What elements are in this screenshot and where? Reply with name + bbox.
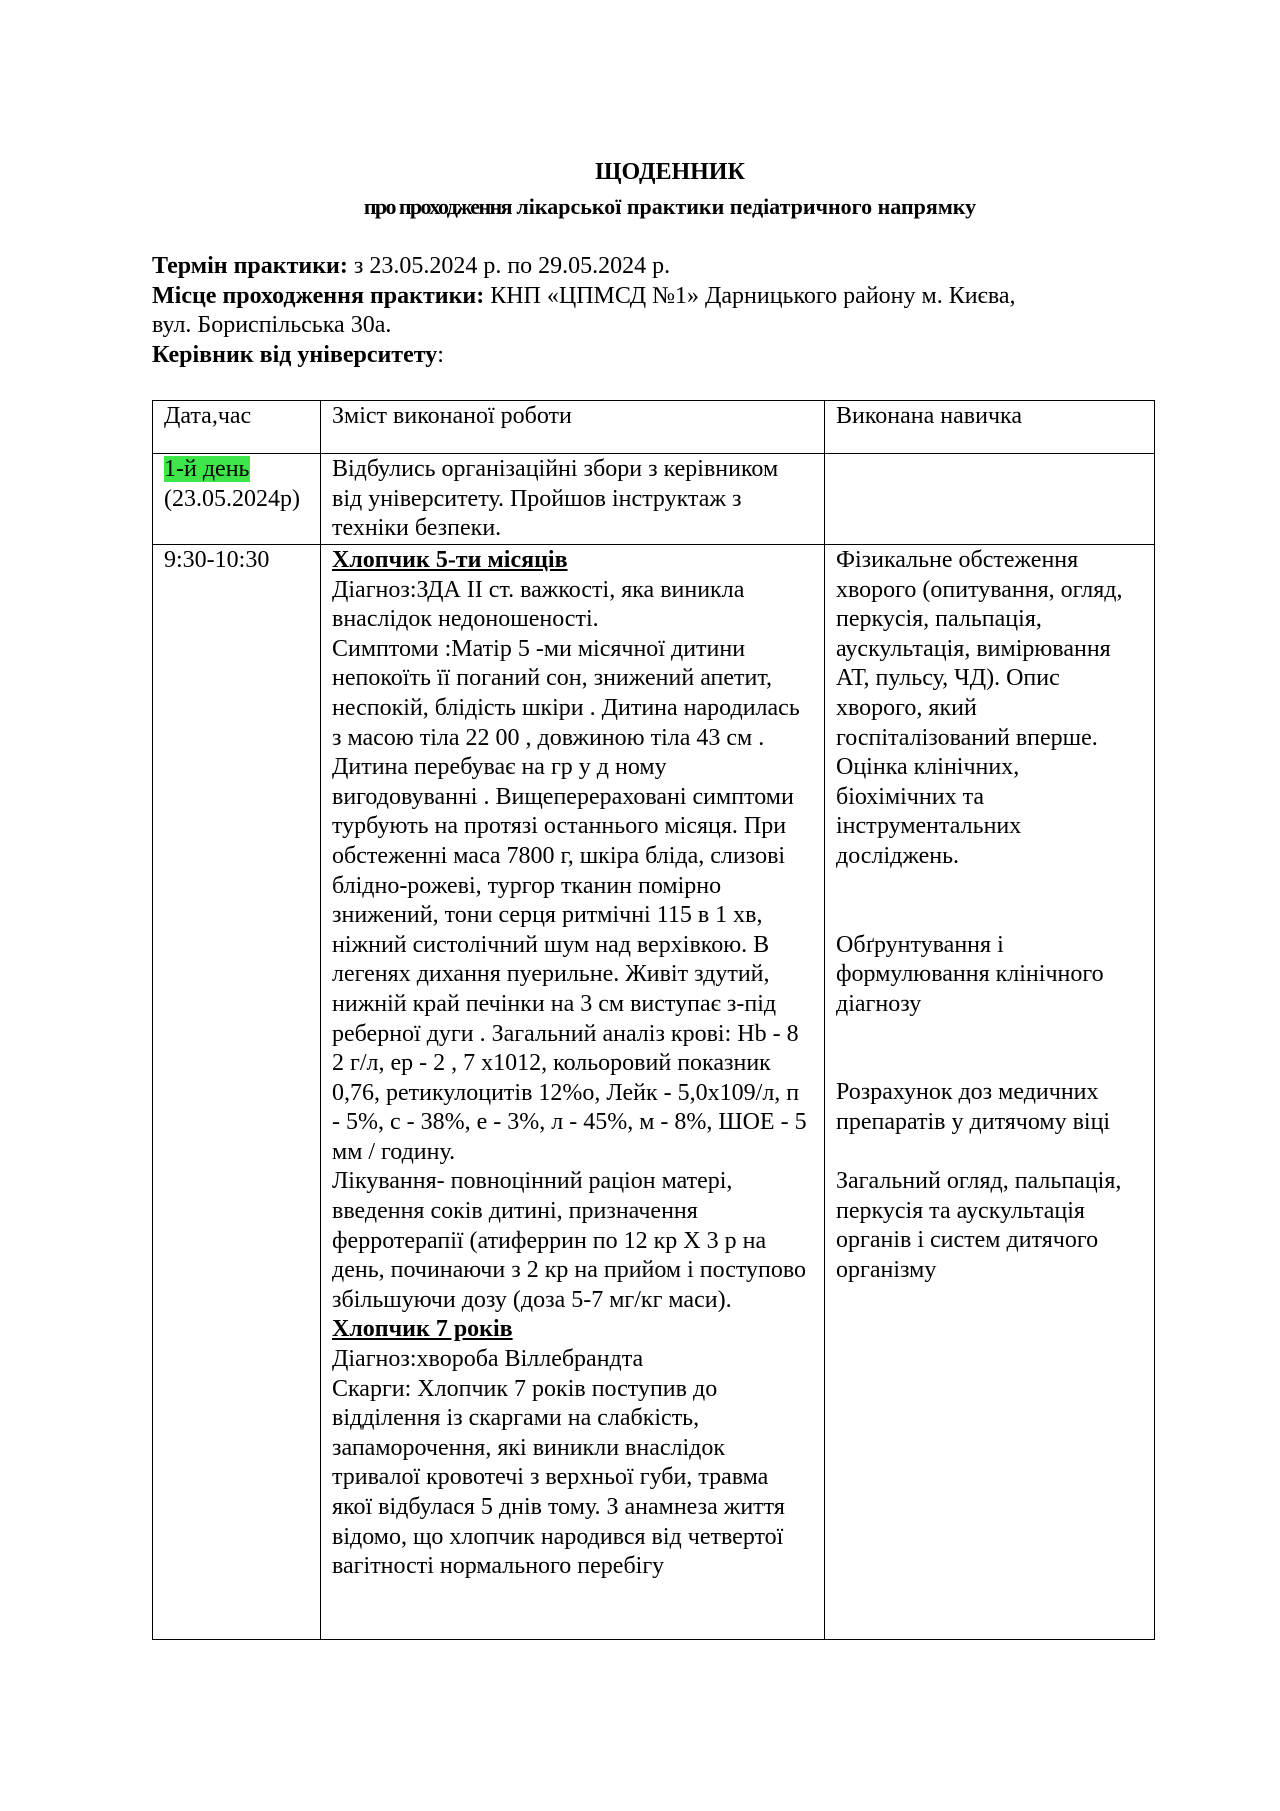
skill-item: Загальний огляд, пальпація, перкусія та аускультація органів і систем дитячого організму (836, 1168, 1122, 1283)
table-row (153, 545, 1155, 1640)
day-label: 1-й день (164, 456, 250, 482)
day-date: (23.05.2024р) (164, 485, 300, 512)
place-value: КНП «ЦПМСД №1» Дарницького району м. Києва, (484, 282, 1016, 309)
term-value: з 23.05.2024 р. по 29.05.2024 р. (347, 253, 671, 279)
day-cell (153, 454, 321, 545)
case2-complaints: Скарги: Хлопчик 7 років поступив до відділення із скаргами на слабкість, запаморочення, які виникли внаслідок тривалої кровотечі з верхньої губи, травма якої відбулася 5 днів тому. З анамнеза життя відомо, що хлопчик народився від четвертої вагітності нормального перебігу (332, 1375, 785, 1580)
document-subtitle (0, 193, 1280, 221)
case2-diagnosis: Діагноз:хвороба Віллебрандта (332, 1346, 644, 1373)
supervisor-colon: : (437, 341, 444, 368)
skills-cell (825, 545, 1155, 1640)
header-work-content: Зміст виконаної роботи (321, 401, 825, 454)
day-content: Відбулись організаційні збори з керівником від університету. Пройшов інструктаж з техніки безпеки. (321, 454, 825, 545)
case1-symptoms: Симптоми :Матір 5 -ми місячної дитини непокоїть її поганий сон, знижений апетит, неспокій, блідість шкіри . Дитина народилась з масою тіла 22 00 , довжиною тіла 43 см . Дитина перебуває на гр у д ному вигодовуванні . Вищеперераховані симптоми турбують на протязі останнього місяця. При обстеженні маса 7800 г, шкіра бліда, слизові блідно-рожеві, тургор тканин помірно знижений, тони серця ритмічні 115 в 1 хв, ніжний систолічний шум над верхівкою. В легенях дихання пуерильне. Живіт здутий, нижній край печінки на 3 см виступає з-під реберної дуги . Загальний аналіз крові: Hb - 8 2 г/л, ер - 2 , 7 х1012, кольоровий показник 0,76, ретикулоцитів 12%о, Лейк - 5,0х109/л, п - 5%, с - 38%, е - 3%, л - 45%, м - 8%, ШОЕ - 5 мм / годину. (332, 635, 807, 1165)
diary-table (152, 400, 1155, 1640)
subtitle-rest: лікарської практики педіатричного напрямку (510, 194, 977, 219)
day-skill (825, 454, 1155, 545)
practice-place-address: вул. Бориспільська 30а. (152, 312, 392, 338)
work-content-cell (321, 545, 825, 1640)
case1-title: Хлопчик 5-ти місяців (332, 547, 568, 573)
time-cell: 9:30-10:30 (153, 545, 321, 1640)
practice-term (152, 252, 1132, 282)
skill-item: Фізикальне обстеження хворого (опитування, огляд, перкусія, пальпація, аускультація, вимірювання АТ, пульсу, ЧД). Опис хворого, який госпіталізований вперше. Оцінка клінічних, біохімічних та інструментальних досліджень. (836, 547, 1123, 869)
case1-diagnosis: Діагноз:ЗДА ІІ ст. важкості, яка виникла внаслідок недоношеності. (332, 576, 745, 633)
header-date-time: Дата,час (153, 401, 321, 454)
practice-supervisor (152, 341, 1132, 371)
place-label: Місце проходження практики: (152, 282, 485, 309)
skill-item: Розрахунок доз медичних препаратів у дитячому віці (836, 1079, 1111, 1135)
header-skill: Виконана навичка (825, 401, 1155, 454)
document-title: ЩОДЕННИК (595, 159, 745, 185)
subtitle-lead: про проходження (363, 194, 511, 219)
case1-treatment: Лікування- повноцінний раціон матері, введення соків дитині, призначення ферротерапії (атиферрин по 12 кр Х 3 р на день, починаючи з 2 кр на прийом і поступово збільшуючи дозу (доза 5-7 мг/кг маси). (332, 1168, 807, 1313)
practice-info (152, 252, 1132, 370)
practice-place (152, 282, 1132, 312)
table-header-row (153, 401, 1155, 454)
supervisor-label: Керівник від університету (152, 341, 438, 368)
term-label: Термін практики: (152, 253, 348, 279)
table-row (153, 454, 1155, 545)
case2-title: Хлопчик 7 років (332, 1316, 513, 1343)
skill-item: Обґрунтування і формулювання клінічного діагнозу (836, 931, 1104, 1017)
